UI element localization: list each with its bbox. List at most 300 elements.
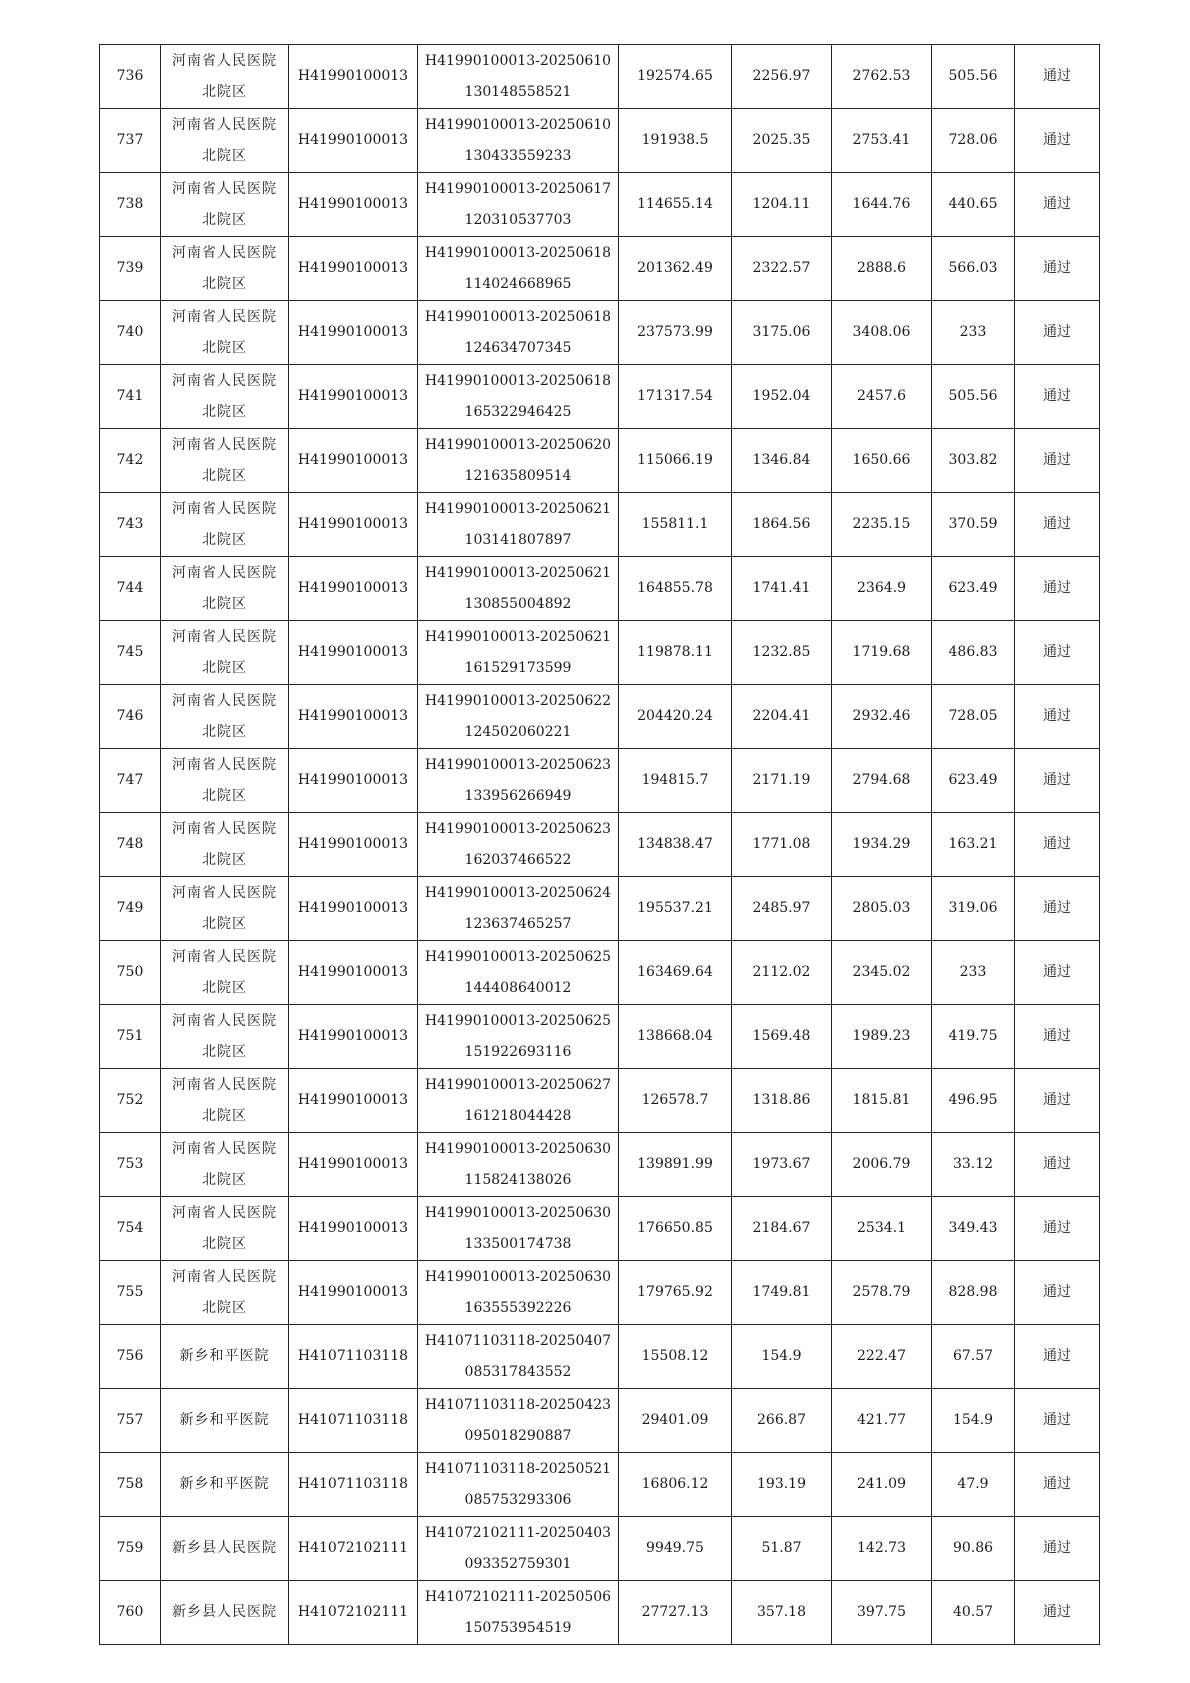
hospital-name-cell-line: 北院区: [202, 659, 247, 676]
institution-code-cell: H41990100013: [289, 1005, 418, 1069]
table-row: [100, 173, 1100, 237]
amount-cell-3: 90.86: [932, 1517, 1015, 1581]
hospital-name-cell-line: 河南省人民医院: [172, 244, 277, 261]
amount-cell-1: 266.87: [732, 1389, 832, 1453]
hospital-name-cell-line: 河南省人民医院: [172, 116, 277, 133]
table-row: [100, 365, 1100, 429]
hospital-name-cell-line: 北院区: [202, 275, 247, 292]
amount-cell-1: 2204.41: [732, 685, 832, 749]
review-status-cell: 通过: [1015, 1005, 1100, 1069]
amount-cell-1: 154.9: [732, 1325, 832, 1389]
hospital-name-cell-line: 北院区: [202, 595, 247, 612]
institution-code-cell: H41071103118: [289, 1453, 418, 1517]
institution-code-cell: H41990100013: [289, 237, 418, 301]
settlement-id-cell: [418, 1389, 619, 1453]
institution-code-cell: H41072102111: [289, 1581, 418, 1645]
amount-cell-2: 2006.79: [832, 1133, 932, 1197]
amount-cell-1: 2112.02: [732, 941, 832, 1005]
settlement-id-cell-line: 130855004892: [464, 595, 572, 612]
review-status-cell: 通过: [1015, 45, 1100, 109]
amount-cell-2: 1989.23: [832, 1005, 932, 1069]
amount-cell-3: 496.95: [932, 1069, 1015, 1133]
hospital-name-cell-line: 北院区: [202, 147, 247, 164]
amount-cell-1: 51.87: [732, 1517, 832, 1581]
amount-cell-2: 397.75: [832, 1581, 932, 1645]
institution-code-cell: H41990100013: [289, 1197, 418, 1261]
review-status-cell: 通过: [1015, 557, 1100, 621]
amount-cell-1: 1318.86: [732, 1069, 832, 1133]
amount-cell-3: 349.43: [932, 1197, 1015, 1261]
hospital-name-cell: [161, 1069, 289, 1133]
total-amount-cell: 134838.47: [619, 813, 732, 877]
table-row: [100, 45, 1100, 109]
hospital-name-cell-line: 河南省人民医院: [172, 1140, 277, 1157]
settlement-id-cell-line: 133500174738: [464, 1235, 572, 1252]
hospital-name-cell-line: 河南省人民医院: [172, 564, 277, 581]
review-status-cell: 通过: [1015, 173, 1100, 237]
hospital-name-cell-line: 北院区: [202, 787, 247, 804]
total-amount-cell: 237573.99: [619, 301, 732, 365]
settlement-id-cell: [418, 301, 619, 365]
table-row: [100, 1581, 1100, 1645]
hospital-name-cell-line: 北院区: [202, 1043, 247, 1060]
amount-cell-1: 2485.97: [732, 877, 832, 941]
settlement-id-cell-line: 144408640012: [464, 979, 572, 996]
review-status-cell: 通过: [1015, 237, 1100, 301]
settlement-id-cell-line: H41990100013-20250630: [424, 1204, 612, 1221]
table-row: [100, 1453, 1100, 1517]
hospital-name-cell-line: 河南省人民医院: [172, 628, 277, 645]
hospital-name-cell-line: 北院区: [202, 83, 247, 100]
settlement-id-cell-line: 114024668965: [464, 275, 572, 292]
institution-code-cell: H41990100013: [289, 429, 418, 493]
institution-code-cell: H41990100013: [289, 301, 418, 365]
amount-cell-2: 2235.15: [832, 493, 932, 557]
amount-cell-2: 1644.76: [832, 173, 932, 237]
amount-cell-3: 163.21: [932, 813, 1015, 877]
review-status-cell: 通过: [1015, 1197, 1100, 1261]
hospital-name-cell: [161, 109, 289, 173]
settlement-table: [99, 44, 1100, 1645]
settlement-id-cell-line: 165322946425: [464, 403, 572, 420]
institution-code-cell: H41990100013: [289, 941, 418, 1005]
settlement-id-cell: [418, 1261, 619, 1325]
row-number-cell: 745: [100, 621, 161, 685]
amount-cell-3: 623.49: [932, 749, 1015, 813]
settlement-id-cell-line: H41990100013-20250627: [424, 1076, 612, 1093]
table-row: [100, 685, 1100, 749]
amount-cell-2: 2794.68: [832, 749, 932, 813]
amount-cell-2: 142.73: [832, 1517, 932, 1581]
row-number-cell: 737: [100, 109, 161, 173]
row-number-cell: 749: [100, 877, 161, 941]
settlement-id-cell: [418, 621, 619, 685]
hospital-name-cell: [161, 813, 289, 877]
amount-cell-2: 1650.66: [832, 429, 932, 493]
amount-cell-3: 47.9: [932, 1453, 1015, 1517]
total-amount-cell: 176650.85: [619, 1197, 732, 1261]
row-number-cell: 748: [100, 813, 161, 877]
table-row: [100, 1069, 1100, 1133]
row-number-cell: 741: [100, 365, 161, 429]
total-amount-cell: 119878.11: [619, 621, 732, 685]
row-number-cell: 755: [100, 1261, 161, 1325]
row-number-cell: 759: [100, 1517, 161, 1581]
row-number-cell: 757: [100, 1389, 161, 1453]
amount-cell-2: 2364.9: [832, 557, 932, 621]
settlement-id-cell-line: 124634707345: [464, 339, 572, 356]
settlement-id-cell-line: 161529173599: [464, 659, 572, 676]
amount-cell-2: 2345.02: [832, 941, 932, 1005]
row-number-cell: 744: [100, 557, 161, 621]
hospital-name-cell: [161, 237, 289, 301]
settlement-id-cell-line: 115824138026: [464, 1171, 572, 1188]
institution-code-cell: H41990100013: [289, 365, 418, 429]
review-status-cell: 通过: [1015, 877, 1100, 941]
settlement-id-cell-line: H41990100013-20250623: [424, 820, 612, 837]
table-row: [100, 621, 1100, 685]
amount-cell-2: 222.47: [832, 1325, 932, 1389]
amount-cell-1: 1864.56: [732, 493, 832, 557]
settlement-id-cell-line: H41990100013-20250618: [424, 308, 612, 325]
total-amount-cell: 138668.04: [619, 1005, 732, 1069]
settlement-id-cell: [418, 1069, 619, 1133]
settlement-id-cell-line: 121635809514: [464, 467, 572, 484]
total-amount-cell: 201362.49: [619, 237, 732, 301]
document-page: [99, 44, 1099, 1645]
total-amount-cell: 163469.64: [619, 941, 732, 1005]
amount-cell-3: 40.57: [932, 1581, 1015, 1645]
amount-cell-3: 505.56: [932, 45, 1015, 109]
amount-cell-3: 486.83: [932, 621, 1015, 685]
settlement-id-cell-line: H41990100013-20250610: [424, 52, 612, 69]
review-status-cell: 通过: [1015, 621, 1100, 685]
hospital-name-cell: [161, 1389, 289, 1453]
amount-cell-1: 1204.11: [732, 173, 832, 237]
settlement-id-cell: [418, 557, 619, 621]
amount-cell-1: 2184.67: [732, 1197, 832, 1261]
hospital-name-cell: [161, 685, 289, 749]
hospital-name-cell: [161, 1005, 289, 1069]
settlement-id-cell-line: H41990100013-20250625: [424, 1012, 612, 1029]
settlement-id-cell-line: H41072102111-20250506: [424, 1588, 612, 1605]
settlement-id-cell-line: H41990100013-20250610: [424, 116, 612, 133]
hospital-name-cell-line: 新乡和平医院: [179, 1348, 270, 1364]
settlement-id-cell-line: 124502060221: [464, 723, 572, 740]
review-status-cell: 通过: [1015, 1517, 1100, 1581]
hospital-name-cell-line: 新乡县人民医院: [172, 1604, 277, 1620]
settlement-id-cell: [418, 685, 619, 749]
amount-cell-2: 1815.81: [832, 1069, 932, 1133]
settlement-id-cell: [418, 1005, 619, 1069]
total-amount-cell: 179765.92: [619, 1261, 732, 1325]
institution-code-cell: H41990100013: [289, 813, 418, 877]
hospital-name-cell: [161, 1581, 289, 1645]
total-amount-cell: 204420.24: [619, 685, 732, 749]
row-number-cell: 752: [100, 1069, 161, 1133]
settlement-id-cell-line: 095018290887: [464, 1427, 572, 1444]
amount-cell-3: 67.57: [932, 1325, 1015, 1389]
hospital-name-cell-line: 新乡和平医院: [179, 1412, 270, 1428]
settlement-id-cell-line: H41990100013-20250618: [424, 372, 612, 389]
settlement-id-cell: [418, 429, 619, 493]
hospital-name-cell-line: 北院区: [202, 1107, 247, 1124]
amount-cell-2: 2578.79: [832, 1261, 932, 1325]
amount-cell-3: 370.59: [932, 493, 1015, 557]
settlement-id-cell-line: H41990100013-20250623: [424, 756, 612, 773]
hospital-name-cell-line: 北院区: [202, 531, 247, 548]
hospital-name-cell-line: 河南省人民医院: [172, 52, 277, 69]
institution-code-cell: H41990100013: [289, 45, 418, 109]
table-row: [100, 557, 1100, 621]
hospital-name-cell-line: 北院区: [202, 339, 247, 356]
settlement-id-cell: [418, 109, 619, 173]
hospital-name-cell: [161, 749, 289, 813]
hospital-name-cell: [161, 1261, 289, 1325]
settlement-id-cell: [418, 1453, 619, 1517]
row-number-cell: 750: [100, 941, 161, 1005]
amount-cell-3: 419.75: [932, 1005, 1015, 1069]
amount-cell-2: 3408.06: [832, 301, 932, 365]
settlement-id-cell-line: 085317843552: [464, 1363, 572, 1380]
review-status-cell: 通过: [1015, 813, 1100, 877]
review-status-cell: 通过: [1015, 1389, 1100, 1453]
review-status-cell: 通过: [1015, 1581, 1100, 1645]
amount-cell-3: 233: [932, 941, 1015, 1005]
amount-cell-3: 33.12: [932, 1133, 1015, 1197]
amount-cell-2: 241.09: [832, 1453, 932, 1517]
table-row: [100, 237, 1100, 301]
table-row: [100, 941, 1100, 1005]
row-number-cell: 743: [100, 493, 161, 557]
institution-code-cell: H41071103118: [289, 1389, 418, 1453]
total-amount-cell: 194815.7: [619, 749, 732, 813]
settlement-id-cell: [418, 1581, 619, 1645]
settlement-id-cell-line: H41990100013-20250624: [424, 884, 612, 901]
hospital-name-cell-line: 北院区: [202, 403, 247, 420]
amount-cell-1: 1232.85: [732, 621, 832, 685]
table-row: [100, 1197, 1100, 1261]
table-row: [100, 813, 1100, 877]
amount-cell-1: 2256.97: [732, 45, 832, 109]
hospital-name-cell-line: 河南省人民医院: [172, 1204, 277, 1221]
hospital-name-cell: [161, 45, 289, 109]
review-status-cell: 通过: [1015, 1261, 1100, 1325]
amount-cell-2: 2805.03: [832, 877, 932, 941]
review-status-cell: 通过: [1015, 1453, 1100, 1517]
row-number-cell: 760: [100, 1581, 161, 1645]
settlement-id-cell: [418, 1517, 619, 1581]
hospital-name-cell-line: 河南省人民医院: [172, 948, 277, 965]
hospital-name-cell-line: 新乡县人民医院: [172, 1540, 277, 1556]
amount-cell-3: 828.98: [932, 1261, 1015, 1325]
table-row: [100, 749, 1100, 813]
amount-cell-1: 193.19: [732, 1453, 832, 1517]
hospital-name-cell-line: 河南省人民医院: [172, 756, 277, 773]
total-amount-cell: 155811.1: [619, 493, 732, 557]
amount-cell-2: 2888.6: [832, 237, 932, 301]
institution-code-cell: H41071103118: [289, 1325, 418, 1389]
amount-cell-3: 728.06: [932, 109, 1015, 173]
review-status-cell: 通过: [1015, 685, 1100, 749]
amount-cell-2: 2753.41: [832, 109, 932, 173]
row-number-cell: 739: [100, 237, 161, 301]
total-amount-cell: 115066.19: [619, 429, 732, 493]
settlement-id-cell-line: H41990100013-20250621: [424, 500, 612, 517]
institution-code-cell: H41990100013: [289, 1261, 418, 1325]
hospital-name-cell: [161, 493, 289, 557]
settlement-id-cell-line: 161218044428: [464, 1107, 572, 1124]
settlement-id-cell-line: H41071103118-20250407: [424, 1332, 612, 1349]
total-amount-cell: 15508.12: [619, 1325, 732, 1389]
settlement-id-cell: [418, 1197, 619, 1261]
institution-code-cell: H41990100013: [289, 1133, 418, 1197]
settlement-id-cell: [418, 493, 619, 557]
hospital-name-cell-line: 河南省人民医院: [172, 500, 277, 517]
hospital-name-cell-line: 北院区: [202, 211, 247, 228]
total-amount-cell: 29401.09: [619, 1389, 732, 1453]
settlement-id-cell-line: H41990100013-20250625: [424, 948, 612, 965]
amount-cell-1: 1569.48: [732, 1005, 832, 1069]
total-amount-cell: 171317.54: [619, 365, 732, 429]
amount-cell-1: 1952.04: [732, 365, 832, 429]
table-row: [100, 1517, 1100, 1581]
amount-cell-3: 303.82: [932, 429, 1015, 493]
settlement-id-cell-line: 123637465257: [464, 915, 572, 932]
hospital-name-cell-line: 北院区: [202, 1299, 247, 1316]
settlement-id-cell-line: H41990100013-20250620: [424, 436, 612, 453]
total-amount-cell: 139891.99: [619, 1133, 732, 1197]
settlement-id-cell-line: 151922693116: [464, 1043, 572, 1060]
table-row: [100, 1133, 1100, 1197]
hospital-name-cell: [161, 1197, 289, 1261]
amount-cell-1: 1749.81: [732, 1261, 832, 1325]
hospital-name-cell: [161, 429, 289, 493]
settlement-id-cell-line: 130148558521: [464, 83, 572, 100]
settlement-id-cell-line: 150753954519: [464, 1619, 572, 1636]
hospital-name-cell-line: 河南省人民医院: [172, 1268, 277, 1285]
settlement-id-cell: [418, 45, 619, 109]
amount-cell-3: 566.03: [932, 237, 1015, 301]
row-number-cell: 756: [100, 1325, 161, 1389]
amount-cell-2: 2932.46: [832, 685, 932, 749]
review-status-cell: 通过: [1015, 749, 1100, 813]
table-row: [100, 493, 1100, 557]
table-row: [100, 429, 1100, 493]
settlement-id-cell-line: H41990100013-20250630: [424, 1140, 612, 1157]
row-number-cell: 754: [100, 1197, 161, 1261]
hospital-name-cell-line: 河南省人民医院: [172, 1012, 277, 1029]
hospital-name-cell: [161, 877, 289, 941]
row-number-cell: 753: [100, 1133, 161, 1197]
total-amount-cell: 27727.13: [619, 1581, 732, 1645]
review-status-cell: 通过: [1015, 1069, 1100, 1133]
table-row: [100, 1389, 1100, 1453]
institution-code-cell: H41990100013: [289, 685, 418, 749]
hospital-name-cell: [161, 1325, 289, 1389]
settlement-id-cell-line: 163555392226: [464, 1299, 572, 1316]
amount-cell-2: 2457.6: [832, 365, 932, 429]
settlement-id-cell-line: 103141807897: [464, 531, 572, 548]
hospital-name-cell-line: 新乡和平医院: [179, 1476, 270, 1492]
hospital-name-cell: [161, 301, 289, 365]
hospital-name-cell: [161, 1133, 289, 1197]
settlement-id-cell-line: H41990100013-20250618: [424, 244, 612, 261]
review-status-cell: 通过: [1015, 941, 1100, 1005]
amount-cell-2: 2534.1: [832, 1197, 932, 1261]
hospital-name-cell-line: 河南省人民医院: [172, 308, 277, 325]
amount-cell-3: 319.06: [932, 877, 1015, 941]
amount-cell-3: 154.9: [932, 1389, 1015, 1453]
total-amount-cell: 164855.78: [619, 557, 732, 621]
hospital-name-cell-line: 北院区: [202, 467, 247, 484]
row-number-cell: 736: [100, 45, 161, 109]
settlement-id-cell: [418, 173, 619, 237]
hospital-name-cell-line: 河南省人民医院: [172, 820, 277, 837]
table-row: [100, 1261, 1100, 1325]
settlement-id-cell: [418, 813, 619, 877]
row-number-cell: 742: [100, 429, 161, 493]
review-status-cell: 通过: [1015, 1325, 1100, 1389]
hospital-name-cell: [161, 1517, 289, 1581]
settlement-id-cell: [418, 877, 619, 941]
hospital-name-cell: [161, 365, 289, 429]
amount-cell-2: 421.77: [832, 1389, 932, 1453]
settlement-id-cell-line: 130433559233: [464, 147, 572, 164]
settlement-id-cell-line: H41990100013-20250630: [424, 1268, 612, 1285]
hospital-name-cell-line: 河南省人民医院: [172, 372, 277, 389]
settlement-id-cell-line: H41990100013-20250621: [424, 628, 612, 645]
row-number-cell: 740: [100, 301, 161, 365]
hospital-name-cell-line: 河南省人民医院: [172, 180, 277, 197]
row-number-cell: 746: [100, 685, 161, 749]
settlement-id-cell-line: H41990100013-20250621: [424, 564, 612, 581]
amount-cell-2: 1719.68: [832, 621, 932, 685]
row-number-cell: 758: [100, 1453, 161, 1517]
row-number-cell: 747: [100, 749, 161, 813]
hospital-name-cell-line: 河南省人民医院: [172, 884, 277, 901]
hospital-name-cell-line: 河南省人民医院: [172, 692, 277, 709]
amount-cell-1: 1741.41: [732, 557, 832, 621]
settlement-id-cell: [418, 941, 619, 1005]
amount-cell-3: 440.65: [932, 173, 1015, 237]
institution-code-cell: H41990100013: [289, 493, 418, 557]
table-body: [100, 45, 1100, 1645]
settlement-id-cell-line: H41071103118-20250521: [424, 1460, 612, 1477]
amount-cell-3: 728.05: [932, 685, 1015, 749]
settlement-id-cell: [418, 365, 619, 429]
institution-code-cell: H41072102111: [289, 1517, 418, 1581]
hospital-name-cell: [161, 941, 289, 1005]
review-status-cell: 通过: [1015, 365, 1100, 429]
settlement-id-cell-line: 120310537703: [464, 211, 572, 228]
review-status-cell: 通过: [1015, 109, 1100, 173]
amount-cell-1: 357.18: [732, 1581, 832, 1645]
amount-cell-1: 1771.08: [732, 813, 832, 877]
row-number-cell: 751: [100, 1005, 161, 1069]
amount-cell-1: 3175.06: [732, 301, 832, 365]
table-row: [100, 301, 1100, 365]
hospital-name-cell: [161, 557, 289, 621]
table-row: [100, 109, 1100, 173]
institution-code-cell: H41990100013: [289, 877, 418, 941]
institution-code-cell: H41990100013: [289, 109, 418, 173]
amount-cell-1: 1973.67: [732, 1133, 832, 1197]
amount-cell-1: 1346.84: [732, 429, 832, 493]
row-number-cell: 738: [100, 173, 161, 237]
institution-code-cell: H41990100013: [289, 749, 418, 813]
amount-cell-3: 233: [932, 301, 1015, 365]
